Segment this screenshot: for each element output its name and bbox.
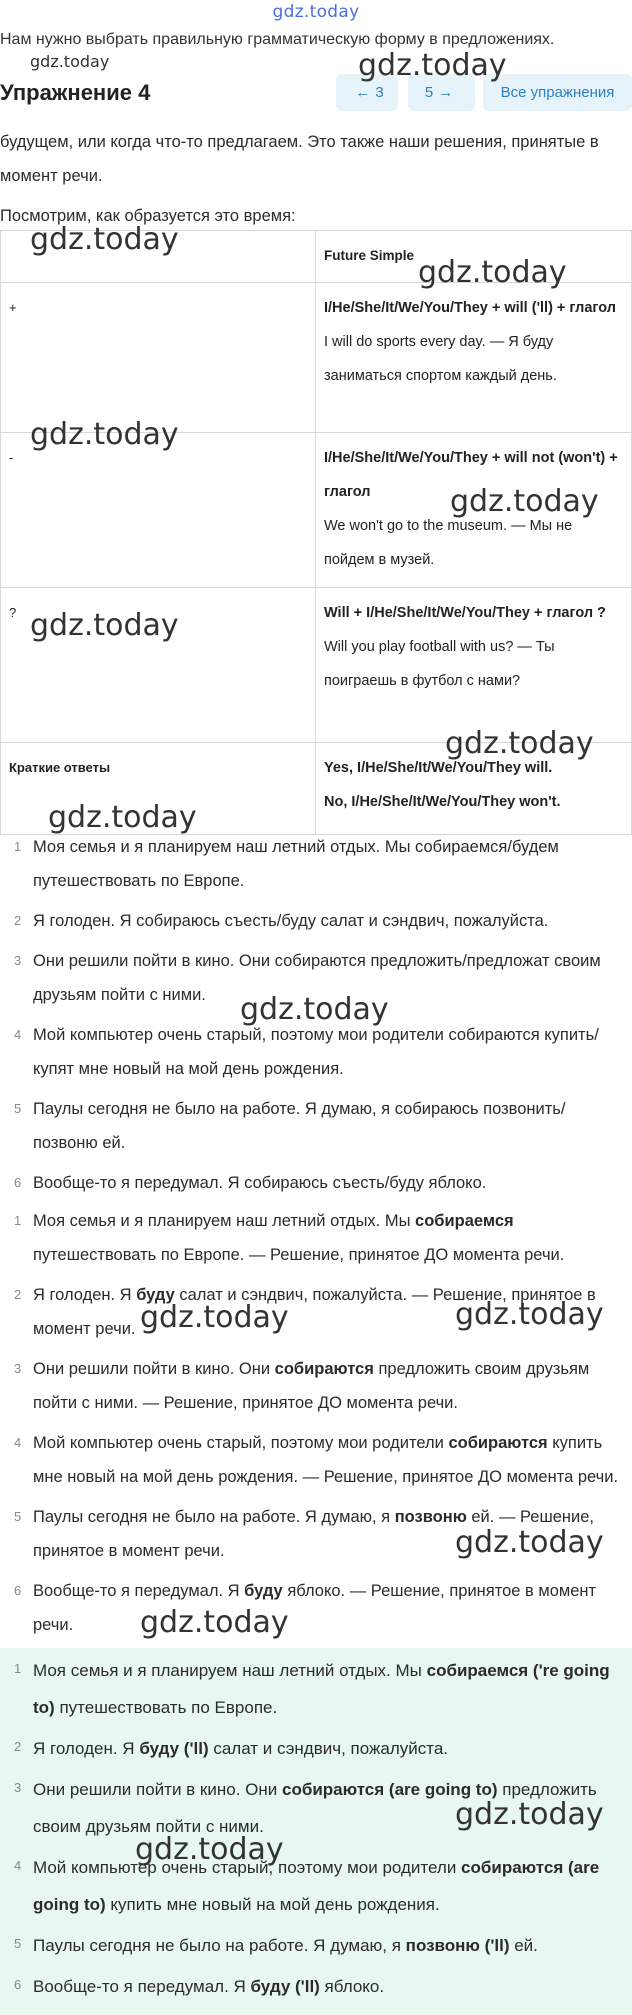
table-formula: I/He/She/It/We/You/They + will ('ll) + глагол xyxy=(324,300,616,316)
list-item xyxy=(0,1018,632,1086)
table-cell: ? xyxy=(1,588,316,743)
item-number: 4 xyxy=(14,1027,22,1042)
explained-list xyxy=(0,1204,632,1642)
item-text: Моя семья и я планируем наш летний отдых. Мы собираемся/будем путешествовать по Европе. xyxy=(33,838,559,890)
item-text: Я голоден. Я буду салат и сэндвич, пожалуйста. — Решение, принятое в момент речи. xyxy=(33,1286,596,1338)
list-item xyxy=(0,1730,632,1767)
item-text: Я голоден. Я собираюсь съесть/буду салат и сэндвич, пожалуйста. xyxy=(33,912,549,930)
watermark: gdz.today xyxy=(455,1297,604,1332)
table-example: Will you play football with us? — Ты поиграешь в футбол с нами? xyxy=(324,639,555,689)
watermark: gdz.today xyxy=(140,1605,289,1640)
watermark: gdz.today xyxy=(455,1797,604,1832)
theory-paragraph-2: момент речи. xyxy=(0,167,103,185)
list-item xyxy=(0,944,632,1012)
answer-panel xyxy=(0,1648,632,2015)
item-text: Паулы сегодня не было на работе. Я думаю, я собираюсь позвонить/позвоню ей. xyxy=(33,1100,566,1152)
list-item xyxy=(0,830,632,898)
prev-exercise-button[interactable] xyxy=(336,74,398,111)
list-item xyxy=(0,1352,632,1420)
item-number: 5 xyxy=(14,1509,22,1524)
table-example: We won't go to the museum. — Мы не пойдем в музей. xyxy=(324,518,573,568)
table-formula: Yes, I/He/She/It/We/You/They will. xyxy=(324,760,553,776)
item-text: Вообще-то я передумал. Я буду яблоко. — Решение, принятое в момент речи. xyxy=(33,1582,597,1634)
all-exercises-button[interactable]: Все упражнения xyxy=(483,74,632,111)
table-row xyxy=(1,743,632,835)
watermark-small: gdz.today xyxy=(30,52,110,71)
list-item xyxy=(0,1968,632,2005)
list-item xyxy=(0,1426,632,1494)
table-formula: Will + I/He/She/It/We/You/They + глагол ? xyxy=(324,605,606,621)
watermark: gdz.today xyxy=(450,484,599,519)
watermark: gdz.today xyxy=(48,800,197,835)
arrow-left-icon: ← xyxy=(355,84,371,101)
table-cell xyxy=(316,283,632,433)
item-text: Они решили пойти в кино. Они собираются предложить своим друзьям пойти с ними. — Решение, принятое ДО момента речи. xyxy=(33,1360,590,1412)
answer-list xyxy=(0,1652,632,2005)
item-number: 6 xyxy=(14,1175,22,1190)
list-item xyxy=(0,1204,632,1272)
grammar-table xyxy=(0,230,632,835)
item-text: Мой компьютер очень старый, поэтому мои родители собираются (are going to) купить мне новый на мой день рождения. xyxy=(33,1858,600,1914)
watermark: gdz.today xyxy=(30,608,179,643)
item-text: Вообще-то я передумал. Я собираюсь съесть/буду яблоко. xyxy=(33,1174,487,1192)
table-row xyxy=(1,283,632,433)
item-text: Вообще-то я передумал. Я буду ('ll) яблоко. xyxy=(33,1977,385,1996)
watermark: gdz.today xyxy=(30,222,179,257)
list-item xyxy=(0,1500,632,1568)
watermark: gdz.today xyxy=(240,992,389,1027)
task-list xyxy=(0,830,632,1200)
table-cell: Краткие ответы xyxy=(1,743,316,835)
table-header-row xyxy=(1,231,632,283)
item-number: 2 xyxy=(14,1739,22,1754)
site-logo[interactable]: gdz.today xyxy=(272,2,360,22)
item-number: 3 xyxy=(14,1780,22,1795)
exercise-title: Упражнение 4 xyxy=(0,80,151,105)
watermark: gdz.today xyxy=(140,1300,289,1335)
item-number: 1 xyxy=(14,1213,22,1228)
item-text: Моя семья и я планируем наш летний отдых. Мы собираемся ('re going to) путешествовать по Европе. xyxy=(33,1661,610,1717)
watermark: gdz.today xyxy=(358,48,507,83)
item-text: Моя семья и я планируем наш летний отдых. Мы собираемся путешествовать по Европе. — Решение, принятое ДО момента речи. xyxy=(33,1212,565,1264)
prev-exercise-label: 3 xyxy=(375,84,384,101)
item-number: 2 xyxy=(14,1287,22,1302)
list-item xyxy=(0,1092,632,1160)
next-exercise-button[interactable] xyxy=(408,74,475,111)
item-number: 1 xyxy=(14,839,22,854)
watermark: gdz.today xyxy=(30,417,179,452)
item-number: 6 xyxy=(14,1583,22,1598)
table-cell: - xyxy=(1,433,316,588)
item-text: Мой компьютер очень старый, поэтому мои родители собираются купить/купят мне новый на мой день рождения. xyxy=(33,1026,599,1078)
next-exercise-label: 5 xyxy=(424,84,434,101)
list-item xyxy=(0,1652,632,1726)
item-number: 5 xyxy=(14,1936,22,1951)
item-number: 2 xyxy=(14,913,22,928)
table-example: I will do sports every day. — Я буду заниматься спортом каждый день. xyxy=(324,334,557,384)
item-number: 3 xyxy=(14,953,22,968)
table-cell: + xyxy=(1,283,316,433)
list-item xyxy=(0,1574,632,1642)
watermark: gdz.today xyxy=(445,726,594,761)
table-example: No, I/He/She/It/We/You/They won't. xyxy=(324,794,561,810)
table-row xyxy=(1,588,632,743)
item-number: 3 xyxy=(14,1361,22,1376)
item-text: Паулы сегодня не было на работе. Я думаю, я позвоню ей. — Решение, принятое в момент речи. xyxy=(33,1508,594,1560)
table-cell xyxy=(316,743,632,835)
item-text: Мой компьютер очень старый, поэтому мои родители собираются купить мне новый на мой день рождения. — Решение, принятое ДО момента речи. xyxy=(33,1434,619,1486)
list-item xyxy=(0,1278,632,1346)
item-text: Я голоден. Я буду ('ll) салат и сэндвич, пожалуйста. xyxy=(33,1739,449,1758)
list-item xyxy=(0,1771,632,1845)
theory-paragraph-3: Посмотрим, как образуется это время: xyxy=(0,207,296,225)
watermark: gdz.today xyxy=(135,1832,284,1867)
item-number: 4 xyxy=(14,1858,22,1873)
item-number: 6 xyxy=(14,1977,22,1992)
table-cell xyxy=(316,433,632,588)
item-text: Они решили пойти в кино. Они собираются предложить/предложат своим друзьям пойти с ними. xyxy=(33,952,601,1004)
item-number: 4 xyxy=(14,1435,22,1450)
table-cell xyxy=(1,231,316,283)
list-item xyxy=(0,904,632,938)
item-text: Паулы сегодня не было на работе. Я думаю, я позвоню ('ll) ей. xyxy=(33,1936,538,1955)
item-number: 5 xyxy=(14,1101,22,1116)
watermark: gdz.today xyxy=(418,255,567,290)
arrow-right-icon: → xyxy=(438,84,454,101)
theory-paragraph-1: будущем, или когда что-то предлагаем. Это также наши решения, принятые в xyxy=(0,133,599,151)
list-item xyxy=(0,1166,632,1200)
table-header-future-simple: Future Simple xyxy=(316,231,632,283)
watermark: gdz.today xyxy=(455,1525,604,1560)
list-item xyxy=(0,1849,632,1923)
table-formula: I/He/She/It/We/You/They + will not (won't) + глагол xyxy=(324,450,618,500)
item-text: Они решили пойти в кино. Они собираются (are going to) предложить своим друзьям пойти с ними. xyxy=(33,1780,597,1836)
item-number: 1 xyxy=(14,1661,22,1676)
intro-text: Нам нужно выбрать правильную грамматическую форму в предложениях. xyxy=(0,31,555,48)
list-item xyxy=(0,1927,632,1964)
table-cell xyxy=(316,588,632,743)
table-row xyxy=(1,433,632,588)
